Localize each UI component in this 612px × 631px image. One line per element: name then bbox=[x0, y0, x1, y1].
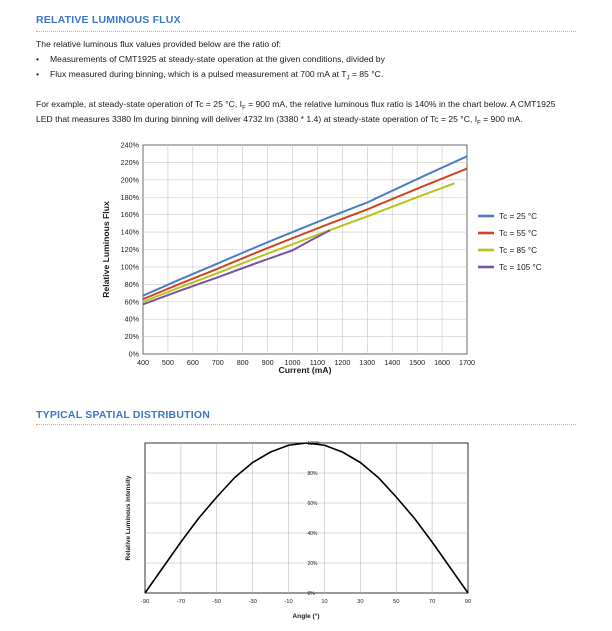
x-tick-label: 400 bbox=[137, 358, 149, 367]
x-tick-label: -70 bbox=[176, 599, 186, 605]
y-tick-label: 140% bbox=[120, 227, 139, 237]
y-tick-label: 220% bbox=[120, 157, 139, 167]
x-tick-label: -10 bbox=[284, 599, 293, 605]
example-text-line2: LED that measures 3380 lm during binning will deliver 4732 lm (3380 * 1.4) at steady-state operation of Tc = 25 °C, $I_F = 900$ mA. bbox=[36, 114, 523, 127]
section-title-spatial: TYPICAL SPATIAL DISTRIBUTION bbox=[36, 409, 210, 421]
section-divider bbox=[36, 31, 576, 32]
x-tick-label: 30 bbox=[357, 599, 364, 605]
legend-label: Tc = 105 °C bbox=[499, 263, 542, 272]
x-tick-label: 1300 bbox=[359, 358, 376, 367]
x-tick-label: 1400 bbox=[384, 358, 401, 367]
x-tick-label: 1200 bbox=[334, 358, 351, 367]
x-tick-label: 600 bbox=[186, 358, 199, 367]
x-tick-label: 50 bbox=[392, 599, 400, 605]
legend-label: Tc = 55 °C bbox=[499, 229, 538, 238]
x-tick-label: 500 bbox=[161, 358, 174, 367]
x-tick-label: 1600 bbox=[434, 358, 451, 367]
y-tick-label: 100% bbox=[120, 262, 139, 272]
y-tick-label: 80% bbox=[307, 471, 318, 477]
x-tick-label: 10 bbox=[321, 599, 328, 605]
y-tick-label: 20% bbox=[124, 332, 139, 342]
intro-text: The relative luminous flux values provided below are the ratio of: bbox=[36, 39, 282, 49]
bullet-dot: • bbox=[36, 54, 40, 64]
y-tick-label: 0% bbox=[128, 349, 139, 359]
y-tick-label: 180% bbox=[120, 192, 139, 202]
section-divider bbox=[36, 424, 576, 425]
x-tick-label: -50 bbox=[212, 599, 221, 605]
relative-flux-chart bbox=[0, 135, 612, 375]
chart1-xlabel: Current (mA) bbox=[278, 365, 332, 375]
x-tick-label: 1700 bbox=[459, 358, 475, 367]
chart2-plot-area bbox=[145, 443, 468, 593]
chart2-xlabel: Angle (°) bbox=[292, 613, 320, 620]
x-tick-label: 1100 bbox=[309, 358, 326, 367]
x-tick-label: 900 bbox=[261, 358, 274, 367]
y-tick-label: 0% bbox=[307, 591, 315, 597]
y-tick-label: 20% bbox=[307, 561, 318, 567]
legend-label: Tc = 85 °C bbox=[499, 246, 538, 255]
legend-label: Tc = 25 °C bbox=[499, 212, 538, 221]
x-tick-label: 90 bbox=[464, 599, 472, 605]
y-tick-label: 40% bbox=[307, 531, 318, 537]
section-title-flux: RELATIVE LUMINOUS FLUX bbox=[36, 14, 181, 26]
y-tick-label: 60% bbox=[307, 501, 318, 507]
y-tick-label: 160% bbox=[120, 210, 139, 220]
y-tick-label: 240% bbox=[120, 140, 139, 150]
x-tick-label: -90 bbox=[140, 599, 150, 605]
y-tick-label: 40% bbox=[124, 314, 139, 324]
y-tick-label: 200% bbox=[120, 175, 139, 185]
x-tick-label: 1000 bbox=[284, 358, 301, 367]
spatial-distribution-chart bbox=[0, 435, 612, 631]
x-tick-label: 800 bbox=[236, 358, 249, 367]
bullet-text: Measurements of CMT1925 at steady-state operation at the given conditions, divided by bbox=[50, 54, 385, 64]
chart1-ylabel: Relative Luminous Flux bbox=[101, 201, 111, 298]
bullet-dot: • bbox=[36, 69, 40, 79]
bullet-text: Flux measured during binning, which is a pulsed measurement at 700 mA at $T_J = 85$ °C. bbox=[50, 69, 384, 82]
x-tick-label: -30 bbox=[248, 599, 257, 605]
y-tick-label: 80% bbox=[124, 279, 139, 289]
y-tick-label: 60% bbox=[124, 297, 139, 307]
y-tick-label: 100% bbox=[307, 441, 321, 447]
x-tick-label: 70 bbox=[428, 599, 436, 605]
chart2-ylabel: Relative Luminous Intensity bbox=[125, 475, 132, 561]
x-tick-label: 700 bbox=[211, 358, 224, 367]
x-tick-label: 1500 bbox=[409, 358, 426, 367]
y-tick-label: 120% bbox=[120, 245, 139, 254]
example-text-line1: For example, at steady-state operation of Tc = 25 °C, $I_F = 900$ mA, the relative luminous flux ratio is 140% in the chart below. A CMT1925 bbox=[36, 99, 556, 112]
